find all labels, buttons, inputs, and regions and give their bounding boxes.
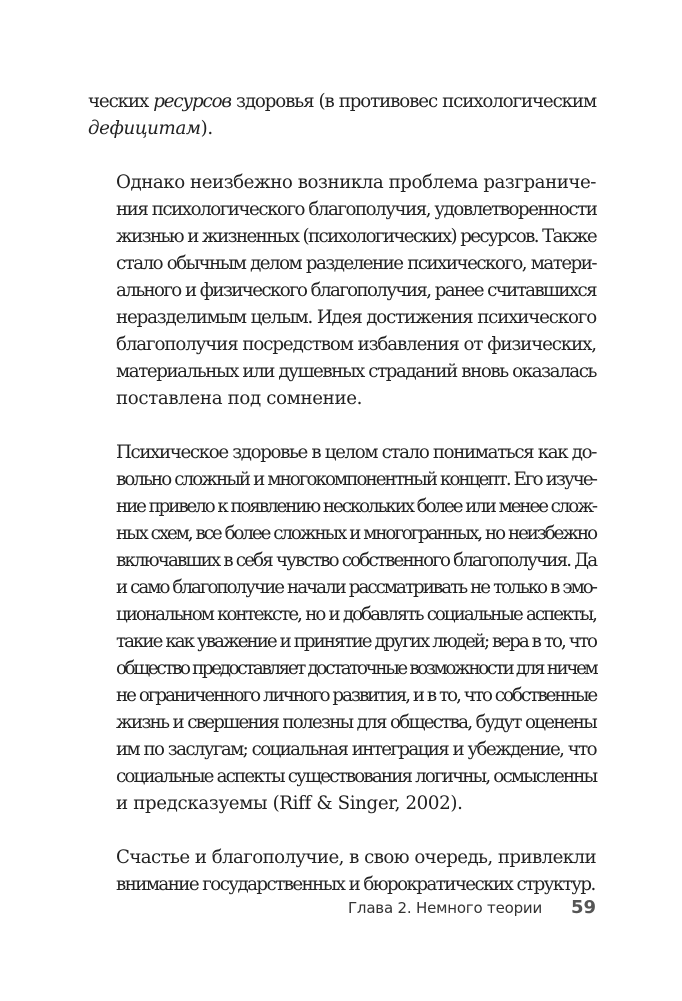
- text-run: и предсказуемы (Riff & Singer, 2002).: [116, 793, 463, 814]
- text-line: [88, 331, 596, 358]
- text-run: поставлена под сомнение.: [116, 388, 363, 409]
- text-run: жизнью и жизненных (психологических) ресурсов. Также: [116, 226, 596, 247]
- text-run: ных схем, все более сложных и многогранных, но неизбежно: [116, 523, 596, 544]
- text-line: [88, 439, 596, 466]
- text-line: [88, 574, 596, 601]
- paragraph: [88, 88, 596, 142]
- text-line: [88, 115, 596, 142]
- text-line: [88, 169, 596, 196]
- text-line: [88, 88, 596, 115]
- text-line: [88, 358, 596, 385]
- text-run: ния психологического благополучия, удовлетворенности: [116, 199, 597, 220]
- text-run: включавших в себя чувство собственного благополучия. Да: [116, 550, 597, 571]
- body-text: [88, 88, 596, 925]
- text-run: не ограниченного личного развития, и в то, что собственные: [116, 685, 597, 706]
- text-run: материальных или душевных страданий вновь оказалась: [116, 361, 596, 382]
- text-run: внимание государственных и бюрократических структур.: [116, 874, 595, 895]
- text-line: [88, 628, 596, 655]
- text-line: [88, 655, 596, 682]
- text-run: ние привело к появлению нескольких более или менее слож-: [116, 496, 596, 517]
- text-run: им по заслугам; социальная интеграция и убеждение, что: [116, 739, 596, 760]
- text-line: [88, 709, 596, 736]
- paragraph: [88, 844, 596, 898]
- text-line: [88, 547, 596, 574]
- text-line: [88, 223, 596, 250]
- italic-term: дефицитам: [88, 118, 201, 139]
- text-run: Счастье и благополучие, в свою очередь, привлекли: [116, 847, 596, 868]
- page-footer: [0, 897, 682, 927]
- text-run: Однако неизбежно возникла проблема разграниче-: [116, 172, 596, 193]
- text-run: неразделимым целым. Идея достижения психического: [116, 307, 596, 328]
- text-line: [88, 466, 596, 493]
- running-footer-chapter: Глава 2. Немного теории: [347, 899, 542, 917]
- text-run: такие как уважение и принятие других людей; вера в то, что: [116, 631, 596, 652]
- text-run: циональном контексте, но и добавлять социальные аспекты,: [116, 604, 596, 625]
- text-line: [88, 196, 596, 223]
- text-line: [88, 763, 596, 790]
- text-run: Психическое здоровье в целом стало пониматься как до-: [116, 442, 596, 463]
- text-run: здоровья (в противовес психологическим: [230, 91, 596, 112]
- italic-term: ресурсов: [153, 91, 231, 112]
- paragraph: [88, 169, 596, 412]
- text-run: ческих: [88, 91, 154, 112]
- text-line: [88, 871, 596, 898]
- text-line: [88, 385, 596, 412]
- text-run: ).: [200, 118, 213, 139]
- text-run: и само благополучие начали рассматривать не только в эмо-: [116, 577, 596, 598]
- text-line: [88, 790, 596, 817]
- text-line: [88, 250, 596, 277]
- text-line: [88, 601, 596, 628]
- text-run: социальные аспекты существования логичны, осмысленны: [116, 766, 597, 787]
- text-run: благополучия посредством избавления от физических,: [116, 334, 596, 355]
- text-run: стало обычным делом разделение психического, матери-: [116, 253, 596, 274]
- text-run: общество предоставляет достаточные возможности для ничем: [116, 658, 597, 679]
- text-line: [88, 520, 596, 547]
- text-run: вольно сложный и многокомпонентный концепт. Его изуче-: [116, 469, 596, 490]
- text-line: [88, 277, 596, 304]
- text-line: [88, 493, 596, 520]
- paragraph: [88, 439, 596, 817]
- text-line: [88, 682, 596, 709]
- page-number: 59: [570, 897, 596, 918]
- text-line: [88, 844, 596, 871]
- text-line: [88, 304, 596, 331]
- text-line: [88, 736, 596, 763]
- text-run: ального и физического благополучия, ранее считавшихся: [116, 280, 596, 301]
- text-run: жизнь и свершения полезны для общества, будут оценены: [116, 712, 596, 733]
